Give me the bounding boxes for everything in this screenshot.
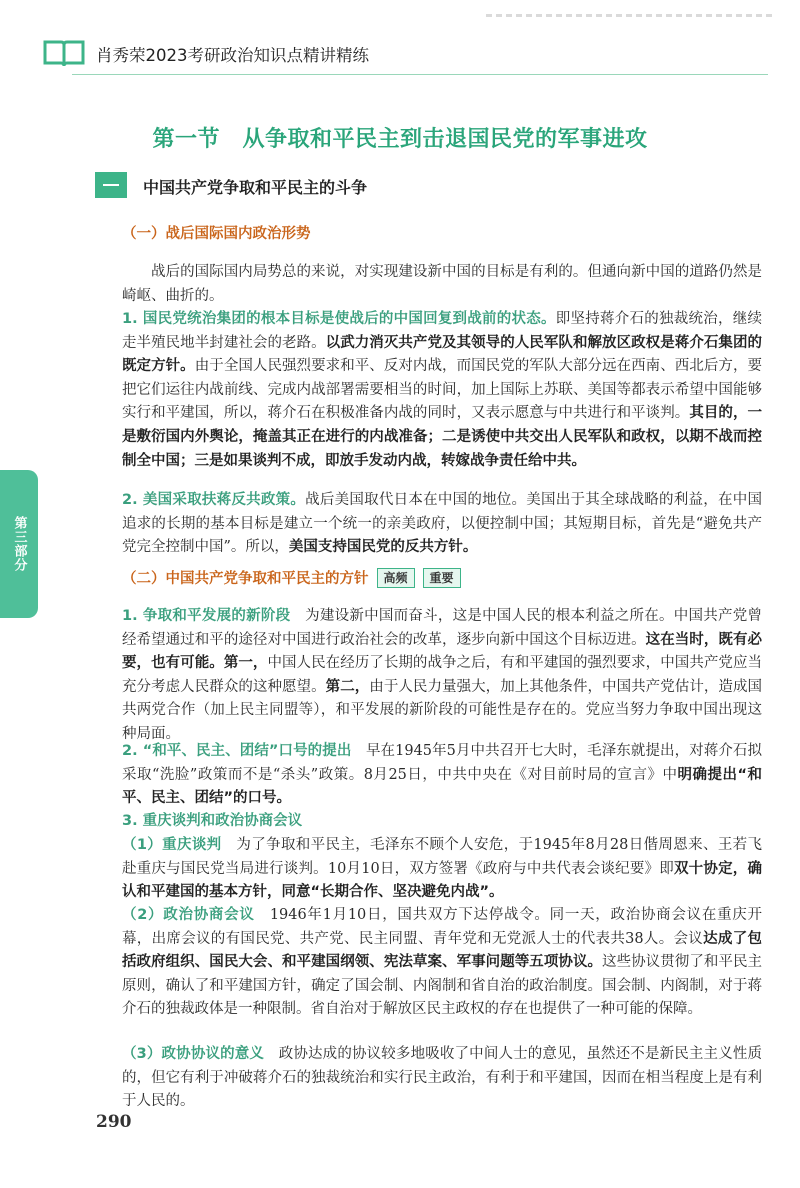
- tag-important: 重要: [423, 568, 461, 588]
- part1-point1-key: 1. 国民党统治集团的根本目标是使战后的中国回复到战前的状态。: [122, 311, 556, 327]
- pcc-significance-key: （3）政协协议的意义: [122, 1046, 265, 1062]
- part2-point3: [122, 810, 762, 834]
- pcc-key: （2）政治协商会议: [122, 907, 255, 923]
- part1-intro: 战后的国际国内局势总的来说，对实现建设新中国的目标是有利的。但通向新中国的道路仍然是崎岖、曲折的。: [122, 264, 762, 304]
- side-tab-label: 第三部分: [11, 516, 27, 572]
- page-number: 290: [96, 1112, 132, 1132]
- part1-point1: 1. 国民党统治集团的根本目标是使战后的中国回复到战前的状态。即坚持蒋介石的独裁统治，继续走半殖民地半封建社会的老路。以武力消灭共产党及其领导的人民军队和解放区政权是蒋介石集团的既定方针。由于全国人民强烈要求和平、反对内战，而国民党的军队大部分远在西南、西北后方，要把它们运往内战前线、完成内战部署需要相当的时间，加上国际上苏联、美国等都表示希望中国能够实行和平建国，所以，蒋介石在积极准备内战的同时，又表示愿意与中共进行和平谈判。其目的，一是敷衍国内外舆论，掩盖其正在进行的内战准备；二是诱使中共交出人民军队和政权，以期不战而控制全中国；三是如果谈判不成，即放手发动内战，转嫁战争责任给中共。: [122, 311, 763, 469]
- side-chapter-tab[interactable]: [0, 470, 38, 618]
- chongqing-key: （1）重庆谈判: [122, 837, 222, 853]
- top-edge-text-strip: [486, 14, 776, 17]
- political-consultative-conference: （2）政治协商会议 1946年1月10日，国共双方下达停战令。同一天，政治协商会议在重庆开幕，出席会议的有国民党、共产党、民主同盟、青年党和无党派人士的代表共38人。会议达成了包括政府组织、国民大会、和平建国纲领、宪法草案、军事问题等五项协议。这些协议贯彻了和平民主原则，确认了和平建国方针，确定了国会制、内阁制和省自治的政治制度。国会制、内阁制，对于蒋介石的独裁政体是一种限制。省自治对于解放区民主政权的存在也提供了一种可能的保障。: [122, 907, 763, 1018]
- section-title: 第一节 从争取和平民主到击退国民党的军事进攻: [152, 127, 648, 152]
- book-title: 肖秀荣2023考研政治知识点精讲精练: [96, 46, 369, 65]
- dash-badge-icon: [95, 172, 127, 198]
- header-divider: [72, 74, 768, 75]
- part1-heading: （一）战后国际国内政治形势: [122, 226, 311, 242]
- tag-high-frequency: 高频: [377, 568, 415, 588]
- part2-point2: 2. “和平、民主、团结”口号的提出 早在1945年5月中共召开七大时，毛泽东就提出，对蒋介石拟采取“洗脸”政策而不是“杀头”政策。8月25日，中共中央在《对目前时局的宣言》中明确提出“和平、民主、团结”的口号。: [122, 743, 762, 807]
- part2-point1: 1. 争取和平发展的新阶段 为建设新中国而奋斗，这是中国人民的根本利益之所在。中国共产党曾经希望通过和平的途径对中国进行政治社会的改革，逐步向新中国这个目标迈进。这在当时，既有必要，也有可能。第一，中国人民在经历了长期的战争之后，有和平建国的强烈要求，中国共产党应当充分考虑人民群众的这种愿望。第二，由于人民力量强大，加上其他条件，中国共产党估计，造成国共两党合作（加上民主同盟等），和平发展的新阶段的可能性是存在的。党应当努力争取中国出现这种局面。: [122, 608, 763, 742]
- part2-point3-key: 3. 重庆谈判和政治协商会议: [122, 813, 303, 829]
- sub-heading: [95, 170, 715, 204]
- part1-point2: 2. 美国采取扶蒋反共政策。战后美国取代日本在中国的地位。美国出于其全球战略的利益，在中国追求的长期的基本目标是建立一个统一的亲美政府，以便控制中国；其短期目标，首先是“避免共产党完全控制中国”。所以，美国支持国民党的反共方针。: [122, 492, 762, 556]
- part2-heading: （二）中国共产党争取和平民主的方针 高频 重要: [122, 568, 461, 592]
- book-icon: [42, 38, 86, 68]
- pcc-agreement-significance: （3）政协协议的意义 政协达成的协议较多地吸收了中间人士的意见，虽然还不是新民主主义性质的，但它有利于冲破蒋介石的独裁统治和实行民主政治，有利于和平建国，因而在相当程度上是有利于人民的。: [122, 1046, 762, 1110]
- chongqing-negotiation: （1）重庆谈判 为了争取和平民主，毛泽东不顾个人安危，于1945年8月28日偕周恩来、王若飞赴重庆与国民党当局进行谈判。10月10日，双方签署《政府与中共代表会谈纪要》即双十协定，确认和平建国的基本方针，同意“长期合作、坚决避免内战”。: [122, 837, 763, 901]
- part1-point2-key: 2. 美国采取扶蒋反共政策。: [122, 492, 306, 508]
- sub-heading-text: 中国共产党争取和平民主的斗争: [143, 178, 368, 197]
- part2-point1-key: 1. 争取和平发展的新阶段: [122, 608, 291, 624]
- page-header: [42, 34, 762, 74]
- part2-point2-key: 2. “和平、民主、团结”口号的提出: [122, 743, 352, 759]
